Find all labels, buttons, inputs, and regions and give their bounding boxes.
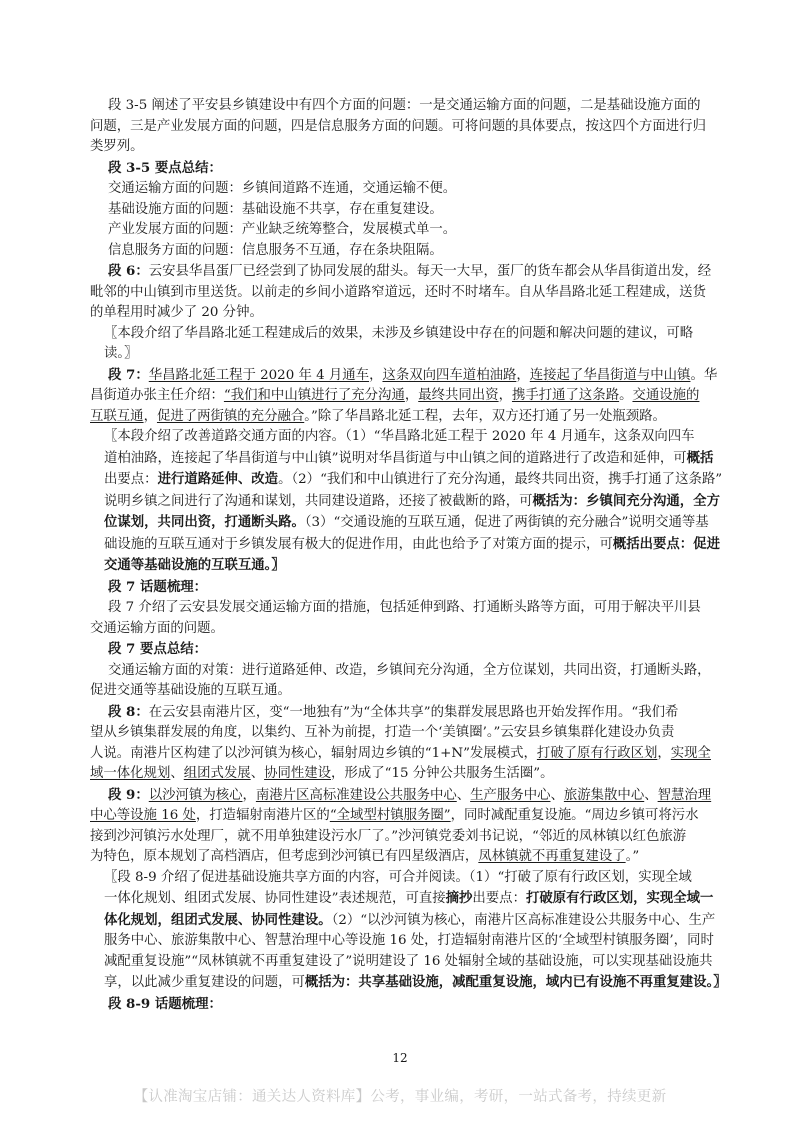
annotation-line (90, 888, 730, 910)
text-segment: 读。〗 (104, 346, 138, 361)
bold-text: 概括 (686, 449, 714, 466)
text-line (90, 261, 730, 283)
bold-text: 段 7 要点总结： (108, 641, 207, 657)
text-segment: 、 (644, 787, 658, 803)
annotation-line (90, 931, 730, 952)
bold-text: 段 7： (108, 366, 149, 383)
text-segment: 减配重复设施”“凤林镇就不再重复建设了”说明建设了 16 处辐射全域的基础设施，可以实现基础设施共 (104, 953, 713, 969)
annotation-line (90, 910, 730, 932)
text-line (90, 283, 730, 304)
text-segment: 的单程用时减少了 20 分钟。 (90, 305, 263, 320)
text-line (90, 96, 730, 117)
text-segment: 、 (250, 766, 265, 781)
underlined-text: 旅游集散中心 (563, 787, 645, 803)
text-segment: 促进交通等基础设施的互联互通。 (90, 683, 291, 698)
text-segment: 出要点： (472, 891, 526, 906)
bold-text: 进行道路延伸、改造 (157, 471, 279, 487)
text-line (90, 598, 730, 619)
underlined-text: “我们和中山镇进行了充分沟通 (223, 388, 405, 403)
underlined-text: 这条双向四车道柏油路 (382, 367, 517, 383)
text-segment: 〖段 8-9 介绍了促进基础设施共享方面的内容，可合并阅读。（1）“打破了原有行政区划，实现全域 (104, 869, 692, 885)
text-segment: 。” (625, 849, 640, 864)
text-segment: 云安县华昌蛋厂已经尝到了协同发展的甜头。每天一大早，蛋厂的货车都会从华昌街道出发，经 (148, 264, 712, 279)
bold-text: 段 8-9 话题梳理： (108, 995, 222, 1012)
text-segment: 服务中心、旅游集散中心、智慧治理中心等设施 16 处，打造辐射南港片区的‘全域型村镇服务圈’，同时 (104, 933, 714, 948)
underlined-text: “全域型村镇服务圈” (329, 808, 451, 823)
text-segment: 昌街道办张主任介绍： (90, 388, 224, 403)
text-segment: ， (516, 367, 530, 383)
section-heading (90, 994, 730, 1016)
annotation-line (90, 952, 730, 973)
underlined-text: 域一体化规划 (90, 766, 171, 781)
text-segment: 为特色，原本规划了高档酒店，但考虑到沙河镇已有四星级酒店， (90, 849, 479, 864)
annotation-line (90, 534, 730, 556)
underlined-text: 智慧治理 (657, 787, 712, 803)
text-segment: 、 (456, 787, 471, 803)
text-segment: ，同时减配重复设施。“周边乡镇可将污水 (450, 808, 699, 823)
text-segment: ，打造辐射南港片区的 (195, 808, 330, 823)
text-segment: 一体化规划、组团式发展、协同性建设”表述规范，可直接 (104, 891, 446, 906)
underlined-text: 南港片区高标准建设公共服务中心 (255, 787, 457, 803)
bold-text: 概括为：乡镇间充分沟通，全方 (532, 492, 720, 509)
annotation-line (90, 427, 730, 448)
underlined-text: 华昌路北延工程于 2020 年 4 月通车 (148, 367, 370, 383)
section-heading (90, 577, 730, 599)
text-segment: ， (369, 367, 383, 383)
text-line (90, 785, 730, 807)
text-segment: ， (657, 745, 671, 761)
bold-text: 打破原有行政区划，实现全域一 (525, 890, 714, 906)
text-line (90, 744, 730, 765)
text-segment: 类罗列。 (90, 139, 144, 154)
text-segment: 交通运输方面的问题：乡镇间道路不连通，交通运输不便。 (108, 181, 457, 196)
bold-text: 交通等基础设施的互联互通。〗 (104, 557, 285, 573)
text-segment: 享，以此减少重复建设的问题，可 (104, 975, 305, 990)
annotation-line (90, 448, 730, 470)
text-segment: 段 7 介绍了云安县发展交通运输方面的措施，包括延伸到路、打通断头路等方面，可用于解决平川县 (108, 600, 701, 615)
text-segment: 〖本段介绍了改善道路交通方面的内容。（1）“华昌路北延工程于 2020 年 4 月通车，这条双向四车 (104, 429, 695, 444)
text-line (90, 137, 730, 158)
text-segment: ， (242, 787, 256, 803)
underlined-text: 以沙河镇为核心 (148, 787, 243, 803)
text-line (90, 117, 730, 138)
text-segment: （3）“交通设施的互联互通，促进了两街镇的充分融合”说明交通等基 (304, 515, 709, 530)
document-body (90, 96, 730, 1015)
text-line (90, 827, 730, 848)
text-segment: 产业发展方面的问题：产业缺乏统筹整合，发展模式单一。 (108, 222, 457, 237)
text-line (90, 764, 730, 785)
text-segment: 。（2）“我们和中山镇进行了充分沟通，最终共同出资，携手打通了这条路” (278, 472, 723, 487)
text-segment: （2）“以沙河镇为核心，南港片区高标准建设公共服务中心、生产 (331, 912, 716, 928)
underlined-text: 打破了原有行政区划 (536, 745, 658, 761)
underlined-text: 促进了两街镇的充分融合 (156, 408, 305, 424)
annotation-line (90, 491, 730, 513)
underlined-text: 连接起了华昌街道与中山镇 (529, 367, 691, 383)
bold-text: 段 3-5 要点总结： (108, 159, 222, 176)
watermark-footer: 【认准淘宝店铺：通关达人资料库】公考，事业编，考研，一站式备考，持续更新 (133, 1089, 667, 1105)
text-line (90, 723, 730, 744)
text-segment: 望从乡镇集群发展的角度，以集约、互补为前提，打造一个‘美镇圈’。”云安县乡镇集群化建设办负责 (90, 725, 675, 740)
underlined-text: 中心等设施 16 处 (90, 808, 196, 823)
bold-text: 概括出要点：促进 (612, 535, 720, 552)
text-line (90, 681, 730, 702)
text-segment: 人说。南港片区构建了以沙河镇为核心，辐射周边乡镇的“1+N”发展模式， (90, 745, 537, 761)
text-segment: 毗邻的中山镇到市里送货。以前走的乡间小道路窄道远，还时不时堵车。自从华昌路北延工程建成，送货 (90, 284, 706, 300)
annotation-line (90, 512, 730, 534)
underlined-text: 协同性建设 (264, 766, 332, 781)
underlined-text: 实现全 (670, 745, 711, 761)
section-heading (90, 639, 730, 661)
text-line (90, 702, 730, 724)
text-segment: 问题，三是产业发展方面的问题，四是信息服务方面的问题。可将问题的具体要点，按这四个方面进行归 (90, 118, 706, 134)
text-segment: 交通运输方面的对策：进行道路延伸、改造，乡镇间充分沟通，全方位谋划，共同出资，打通断头路， (108, 662, 711, 678)
underlined-text: 交通设施的 (632, 388, 700, 403)
text-line (90, 386, 730, 407)
text-line (90, 241, 730, 262)
bold-text: 段 7 话题梳理： (108, 578, 207, 595)
text-segment: 段 3-5 阐述了平安县乡镇建设中有四个方面的问题：一是交通运输方面的问题，二是基础设施方面的 (108, 98, 701, 113)
bold-text: 段 9： (108, 786, 149, 803)
text-segment: 础设施的互联互通对于乡镇发展有极大的促进作用，由此也给予了对策方面的提示，可 (104, 536, 613, 552)
text-segment: 。华 (690, 367, 718, 383)
underlined-text: 最终共同出资 (418, 388, 499, 403)
text-segment: ， (498, 388, 512, 403)
text-line (90, 407, 730, 428)
text-segment: ， (404, 388, 419, 403)
text-line (90, 619, 730, 640)
bold-text: 摘抄 (445, 890, 473, 906)
text-line (90, 661, 730, 682)
text-segment: ， (143, 408, 157, 424)
text-line (90, 179, 730, 200)
text-segment: 信息服务方面的问题：信息服务不互通，存在条块阻隔。 (108, 242, 443, 258)
bold-text: 概括为：共享基础设施，减配重复设施，域内已有设施不再重复建设。〗 (304, 974, 727, 990)
annotation-line (90, 555, 730, 577)
text-segment: ，形成了“15 分钟公共服务生活圈”。 (331, 766, 554, 781)
underlined-text: 凤林镇就不再重复建设了 (478, 849, 626, 864)
bold-text: 段 8： (108, 703, 149, 720)
bold-text: 位谋划，共同出资，打通断头路。 (104, 514, 305, 530)
text-line (90, 365, 730, 387)
text-segment: 出要点： (104, 472, 158, 487)
text-segment: 在云安县南港片区，变“一地独有”为“全体共享”的集群发展思路也开始发挥作用。“我们希 (148, 704, 679, 720)
page-number: 12 (392, 1051, 408, 1065)
annotation-line (90, 868, 730, 889)
annotation-line (90, 324, 730, 345)
annotation-line (90, 344, 730, 365)
section-heading (90, 158, 730, 180)
text-segment: 接到沙河镇污水处理厂，就不用单独建设污水厂了。”沙河镇党委刘书记说，“邻近的凤林镇以红色旅游 (90, 828, 687, 844)
text-segment: 、 (550, 787, 564, 803)
annotation-line (90, 972, 730, 994)
text-segment: 〖本段介绍了华昌路北延工程建成后的效果，未涉及乡镇建设中存在的问题和解决问题的建议，可略 (104, 325, 694, 341)
bold-text: 体化规划，组团式发展、协同性建设。 (104, 911, 332, 928)
underlined-text: 互联互通 (90, 408, 144, 424)
text-line (90, 220, 730, 241)
text-segment: 交通运输方面的问题。 (90, 620, 224, 636)
text-segment: 道柏油路，连接起了华昌街道与中山镇”说明对华昌街道与中山镇之间的道路进行了改造和延伸，可 (104, 450, 687, 466)
bold-text: 段 6： (108, 263, 149, 279)
text-segment: 基础设施方面的问题：基础设施不共享，存在重复建设。 (108, 201, 443, 217)
text-line (90, 200, 730, 221)
text-line (90, 806, 730, 827)
text-segment: 说明乡镇之间进行了沟通和谋划，共同建设道路，还接了被截断的路，可 (104, 493, 533, 509)
underlined-text: 组团式发展 (183, 766, 251, 781)
underlined-text: 携手打通了这条路 (511, 388, 620, 403)
text-line (90, 847, 730, 868)
text-segment: 。”除了华昌路北延工程，去年，双方还打通了另一处瓶颈路。 (304, 408, 666, 424)
annotation-line (90, 469, 730, 491)
text-line (90, 303, 730, 324)
text-segment: 、 (170, 766, 184, 781)
underlined-text: 生产服务中心 (470, 787, 551, 803)
text-segment: 。 (619, 388, 633, 403)
